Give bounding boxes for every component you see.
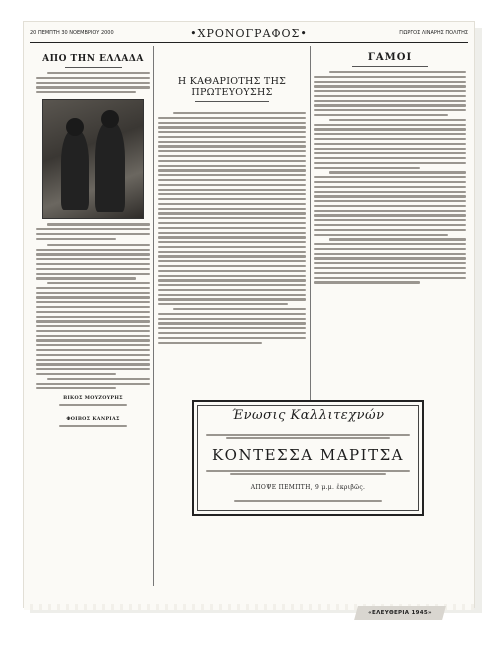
column1-headline: ΑΠΟ ΤΗΝ ΕΛΛΑΔΑ [36,54,150,68]
header-date: 20 ΠΕΜΠΤΗ 30 ΝΟΕΜΒΡΙΟΥ 2000 [30,30,114,36]
source-stamp [354,606,446,620]
column1-intro-text [36,72,150,93]
header-rule [30,42,468,43]
soldiers-photo [42,99,144,219]
ad-title: Ένωσις Καλλιτεχνών [231,408,385,423]
column2-headline: Η ΚΑΘΑΡΙΟΤΗΣ ΤΗΣ ΠΡΩΤΕΥΟΥΣΗΣ [158,76,306,102]
column-from-greece [36,46,150,430]
theater-advertisement [192,400,424,516]
column1-body-text [36,244,150,390]
ad-note [202,468,414,477]
ad-main-title: ΚΟΝΤΕΣΣΑ ΜΑΡΙΤΣΑ [211,446,405,464]
column-divider-1 [153,46,154,586]
newspaper-page [24,22,474,607]
photo-caption [36,223,150,240]
ad-showtime: ΑΠΟΨΕ ΠΕΜΠΤΗ, 9 μ.μ. ἐκριβῶς. [250,484,366,491]
signature-2: ΦΟΙΒΟΣ ΚΑΝΡΙΑΣ [66,416,120,423]
column-capital-cleanliness [158,46,306,346]
header-title: •ΧΡΟΝΟΓΡΑΦΟΣ• [190,27,308,40]
ad-subtitle [202,432,414,441]
column2-body-text [158,112,306,344]
column-divider-2 [310,46,311,406]
signature-1: ΒΙΚΟΣ ΜΟΥΖΟΥΡΗΣ [63,395,123,402]
source-stamp-text: «ΕΛΕΥΘΕΡΙΑ 1945» [368,610,432,616]
column-weddings [314,46,466,286]
column3-body-text [314,71,466,284]
ad-footer [194,500,422,502]
page-header [30,27,468,41]
header-author: ΓΙΩΡΓΟΣ ΛΙΝΑΡΗΣ ΠΟΛΙΤΗΣ [399,30,468,36]
column3-headline: ΓΑΜΟΙ [314,52,466,67]
